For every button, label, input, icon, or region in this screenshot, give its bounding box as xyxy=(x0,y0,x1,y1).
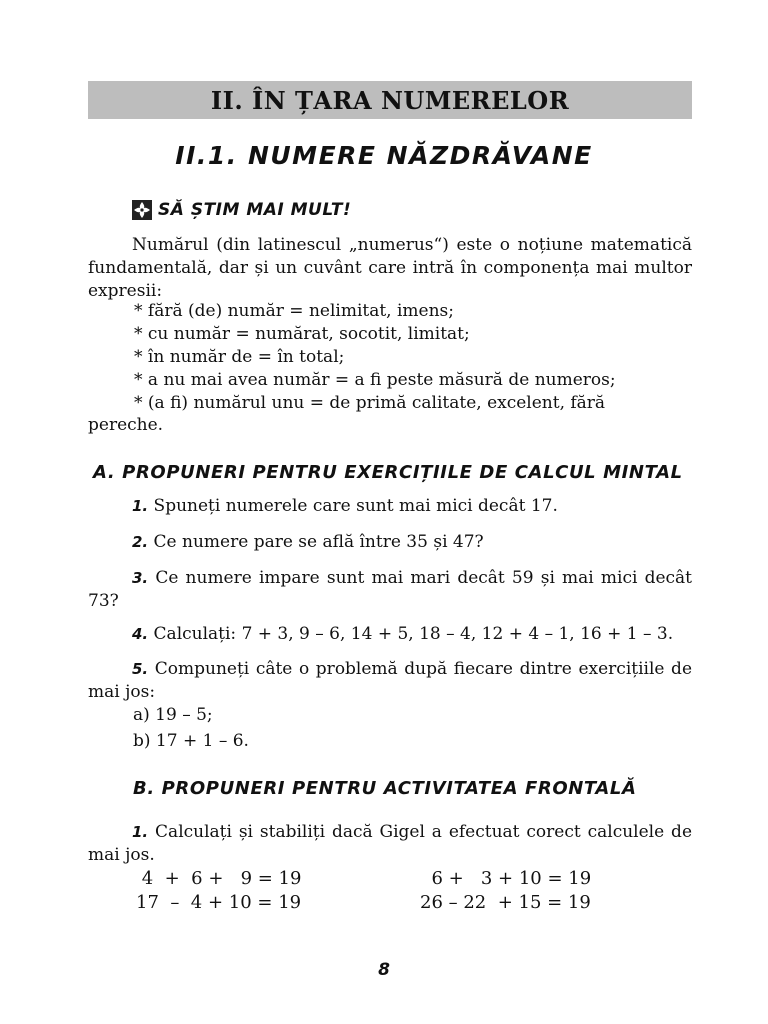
section-b-title: B. PROPUNERI PENTRU ACTIVITATEA FRONTALĂ xyxy=(133,778,637,799)
exercise-number: 4. xyxy=(132,625,149,643)
list-item: * în număr de = în total; xyxy=(134,347,345,367)
equation-left-1: 4 + 6 + 9 = 19 xyxy=(136,868,302,889)
intro-text: Numărul (din latinescul „numerus“) este o noțiune matematică fundamentală, dar și un cuvânt care intră în componența mai multor expresii: xyxy=(88,235,692,301)
exercise-a5 xyxy=(88,658,692,704)
page-number: 8 xyxy=(378,960,390,980)
exercise-number: 5. xyxy=(132,660,149,678)
equation-right-1: 6 + 3 + 10 = 19 xyxy=(420,868,592,889)
list-item: * fără (de) număr = nelimitat, imens; xyxy=(134,301,455,321)
list-item: * (a fi) numărul unu = de primă calitate, excelent, fără xyxy=(134,393,606,413)
know-more-title: SĂ ȘTIM MAI MULT! xyxy=(158,200,352,220)
chapter-title: II. ÎN ȚARA NUMERELOR xyxy=(210,85,570,115)
exercise-text: Calculați și stabiliți dacă Gigel a efectuat corect calculele de mai jos. xyxy=(88,822,692,865)
exercise-a4 xyxy=(88,623,692,646)
expressions-tail: pereche. xyxy=(88,415,164,435)
exercise-a1 xyxy=(88,495,692,518)
exercise-b1 xyxy=(88,821,692,867)
exercise-text: Ce numere pare se află între 35 și 47? xyxy=(153,532,484,552)
exercise-text: Calculați: 7 + 3, 9 – 6, 14 + 5, 18 – 4, 12 + 4 – 1, 16 + 1 – 3. xyxy=(153,624,674,644)
know-more-heading xyxy=(132,200,351,220)
list-item: * a nu mai avea număr = a fi peste măsură de numeros; xyxy=(134,370,616,390)
equation-left-2: 17 – 4 + 10 = 19 xyxy=(136,892,302,913)
chapter-title-bar xyxy=(88,81,692,119)
sub-item: b) 17 + 1 – 6. xyxy=(133,731,249,751)
list-item: * cu număr = numărat, socotit, limitat; xyxy=(134,324,470,344)
exercise-number: 1. xyxy=(132,823,149,841)
exercise-a3 xyxy=(88,567,692,613)
exercise-number: 1. xyxy=(132,497,149,515)
intro-paragraph xyxy=(88,234,692,303)
exercise-number: 2. xyxy=(132,533,149,551)
exercise-text: Compuneți câte o problemă după fiecare dintre exercițiile de mai jos: xyxy=(88,659,693,702)
equation-right-2: 26 – 22 + 15 = 19 xyxy=(420,892,591,913)
section-a-title: A. PROPUNERI PENTRU EXERCIȚIILE DE CALCUL MINTAL xyxy=(93,462,683,483)
expressions-list xyxy=(134,300,694,415)
exercise-text: Spuneți numerele care sunt mai mici decât 17. xyxy=(153,496,558,516)
exercise-number: 3. xyxy=(132,569,149,587)
exercise-text: Ce numere impare sunt mai mari decât 59 și mai mici decât 73? xyxy=(88,568,692,611)
sub-item: a) 19 – 5; xyxy=(133,705,213,725)
section-title: II.1. NUMERE NĂZDRĂVANE xyxy=(175,141,593,170)
decorative-ornament-icon xyxy=(132,200,152,220)
exercise-a2 xyxy=(88,531,692,554)
